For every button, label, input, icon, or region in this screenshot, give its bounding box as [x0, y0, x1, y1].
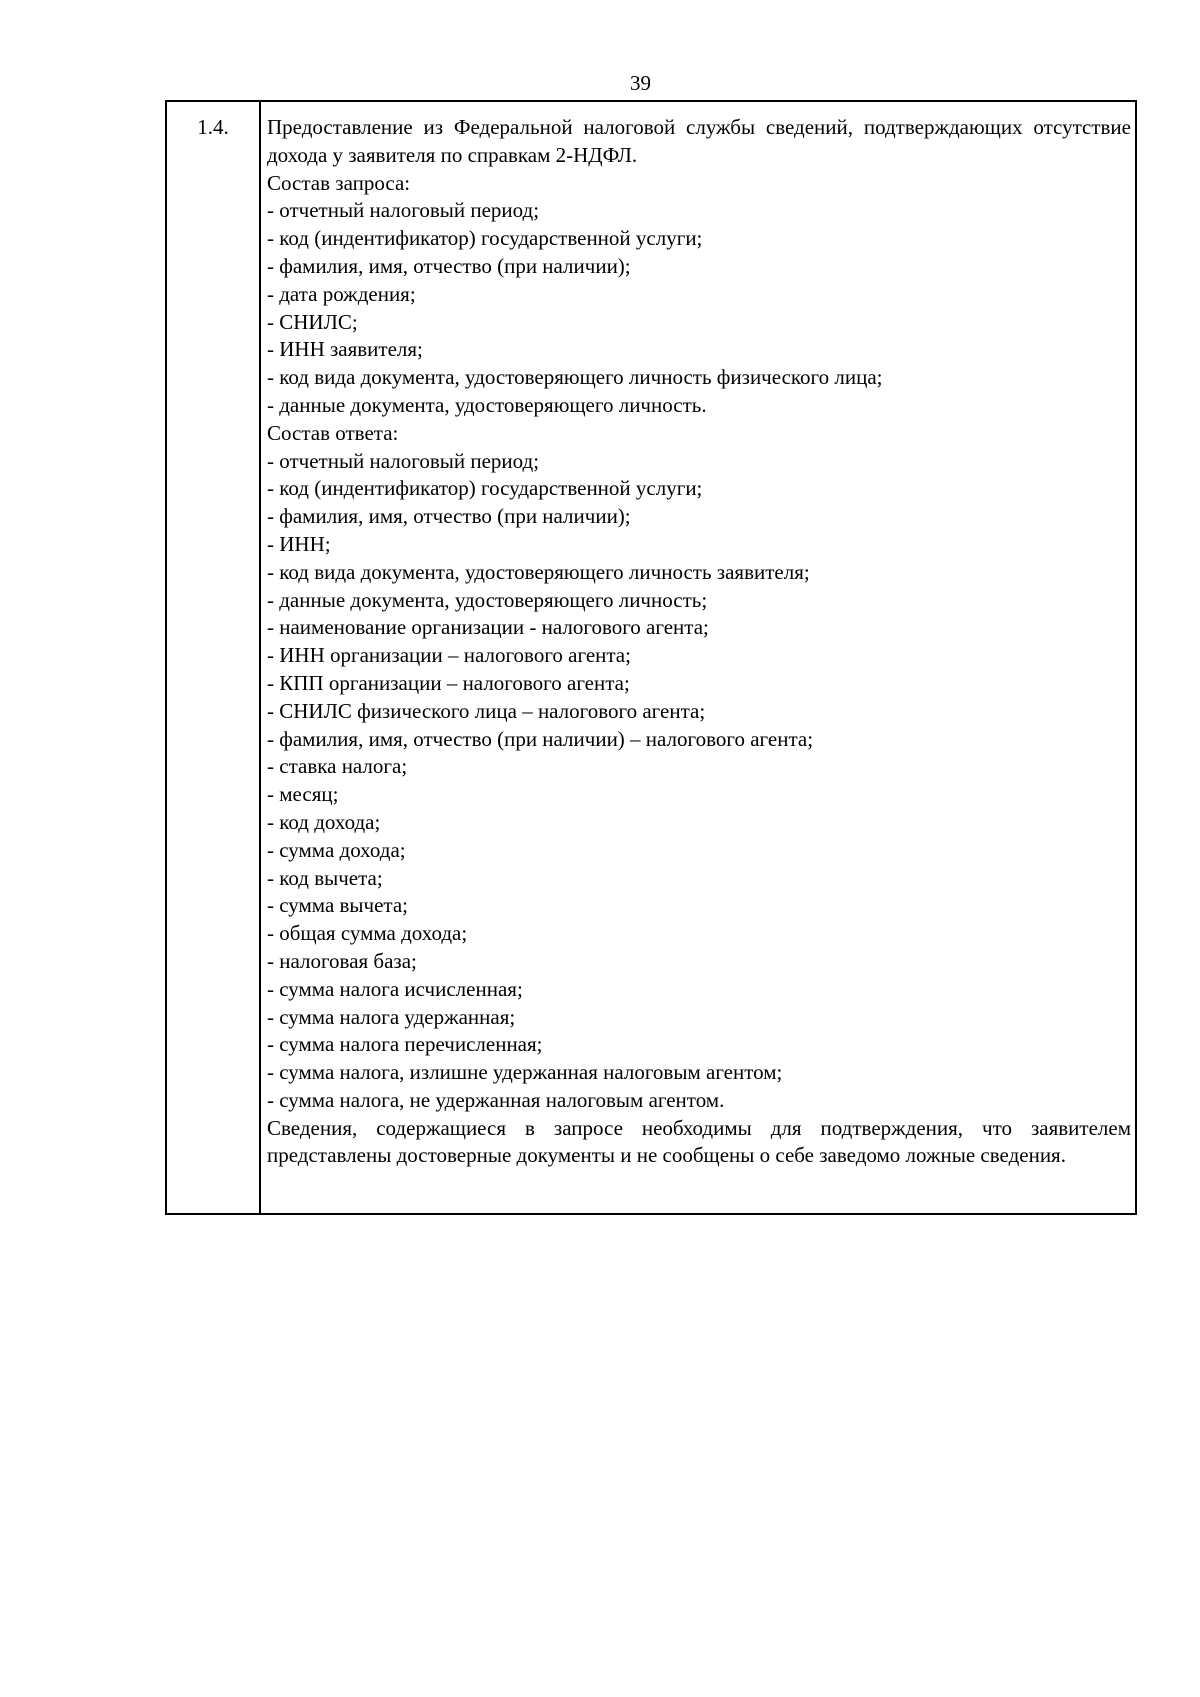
intro-paragraph: Предоставление из Федеральной налоговой службы сведений, подтверждающих отсутствие дохода у заявителя по справкам 2-НДФЛ. — [267, 115, 1131, 167]
response-item: - сумма налога удержанная; — [267, 1004, 516, 1029]
response-item: - ИНН; — [267, 531, 331, 556]
document-table — [165, 100, 1137, 1215]
row-content — [267, 114, 1131, 1170]
page-number: 39 — [630, 71, 651, 95]
request-item: - фамилия, имя, отчество (при наличии); — [267, 253, 631, 278]
response-item: - сумма вычета; — [267, 893, 409, 918]
request-heading: Состав запроса: — [267, 170, 411, 195]
response-item: - код дохода; — [267, 809, 381, 834]
response-item: - код вида документа, удостоверяющего личность заявителя; — [267, 559, 810, 584]
response-item: - фамилия, имя, отчество (при наличии) – налогового агента; — [267, 726, 814, 751]
request-item: - данные документа, удостоверяющего личность. — [267, 392, 707, 417]
request-item: - ИНН заявителя; — [267, 337, 423, 362]
response-item: - сумма дохода; — [267, 837, 406, 862]
response-item: - налоговая база; — [267, 948, 417, 973]
response-item: - код вычета; — [267, 865, 383, 890]
request-list — [267, 197, 1131, 419]
response-item: - ИНН организации – налогового агента; — [267, 643, 631, 668]
request-item: - код (индентификатор) государственной услуги; — [267, 226, 703, 251]
response-item: - сумма налога, не удержанная налоговым агентом. — [267, 1087, 725, 1112]
response-heading: Состав ответа: — [267, 420, 399, 445]
request-item: - СНИЛС; — [267, 309, 358, 334]
response-item: - общая сумма дохода; — [267, 921, 468, 946]
response-item: - код (индентификатор) государственной услуги; — [267, 476, 703, 501]
row-number: 1.4. — [197, 115, 229, 139]
response-item: - фамилия, имя, отчество (при наличии); — [267, 504, 631, 529]
response-item: - отчетный налоговый период; — [267, 448, 540, 473]
request-item: - код вида документа, удостоверяющего личность физического лица; — [267, 365, 883, 390]
response-item: - наименование организации - налогового агента; — [267, 615, 709, 640]
response-item: - сумма налога исчисленная; — [267, 976, 523, 1001]
request-item: - дата рождения; — [267, 281, 416, 306]
conclusion-paragraph: Сведения, содержащиеся в запросе необходимы для подтверждения, что заявителем представлены достоверные документы и не сообщены о себе заведомо ложные сведения. — [267, 1115, 1131, 1168]
response-item: - месяц; — [267, 782, 339, 807]
response-item: - ставка налога; — [267, 754, 408, 779]
column-divider — [259, 102, 261, 1213]
response-list — [267, 448, 1131, 1115]
response-item: - сумма налога, излишне удержанная налоговым агентом; — [267, 1060, 783, 1085]
response-item: - СНИЛС физического лица – налогового агента; — [267, 698, 706, 723]
request-item: - отчетный налоговый период; — [267, 198, 540, 223]
response-item: - данные документа, удостоверяющего личность; — [267, 587, 708, 612]
response-item: - сумма налога перечисленная; — [267, 1032, 543, 1057]
response-item: - КПП организации – налогового агента; — [267, 670, 630, 695]
